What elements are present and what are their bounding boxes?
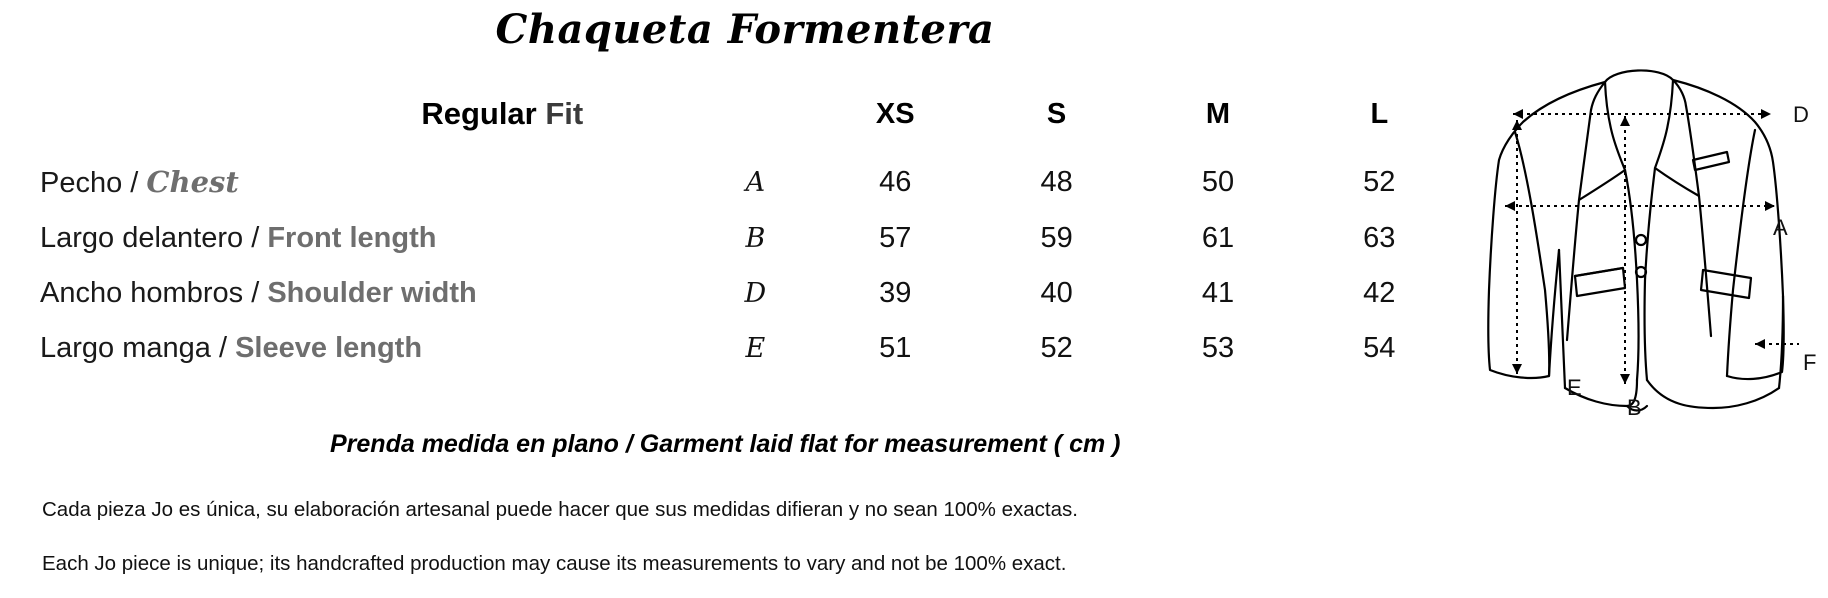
table-row bbox=[40, 266, 1460, 321]
page-title: Chaqueta Formentera bbox=[495, 6, 995, 53]
table-row bbox=[40, 154, 1460, 211]
row-label-shoulder-width bbox=[40, 266, 696, 321]
cell-shoulder-width-xs: 39 bbox=[879, 277, 912, 309]
row-label-es: Largo delantero bbox=[40, 222, 244, 254]
row-label-front-length bbox=[40, 211, 696, 266]
row-label-es: Ancho hombros bbox=[40, 277, 244, 309]
row-letter-sleeve-length: E bbox=[745, 333, 766, 364]
row-label-en: Sleeve length bbox=[235, 332, 423, 364]
fit-header-fit: Fit bbox=[545, 96, 584, 131]
size-header-xs: XS bbox=[875, 97, 915, 130]
size-header-l: L bbox=[1370, 97, 1389, 130]
table-row bbox=[40, 321, 1460, 376]
row-label-separator: / bbox=[251, 222, 260, 254]
fit-header-regular: Regular bbox=[421, 96, 537, 131]
table-header-row bbox=[40, 96, 1460, 154]
measurement-note: Prenda medida en plano / Garment laid flat for measurement ( cm ) bbox=[330, 430, 1121, 458]
diagram-label-d: D bbox=[1793, 102, 1809, 127]
size-table bbox=[40, 96, 1460, 376]
size-header-s: S bbox=[1046, 97, 1067, 130]
cell-shoulder-width-l: 42 bbox=[1363, 277, 1396, 309]
cell-shoulder-width-m: 41 bbox=[1201, 277, 1235, 309]
row-label-chest bbox=[40, 154, 696, 211]
row-label-separator: / bbox=[251, 277, 260, 309]
cell-shoulder-width-s: 40 bbox=[1040, 277, 1073, 309]
cell-front-length-xs: 57 bbox=[879, 222, 912, 254]
table-row bbox=[40, 211, 1460, 266]
diagram-label-b: B bbox=[1627, 395, 1642, 420]
table-header bbox=[40, 96, 1460, 154]
row-letter-shoulder-width: D bbox=[744, 278, 767, 309]
size-header-m: M bbox=[1205, 97, 1231, 130]
blazer-jacket-diagram bbox=[1455, 40, 1825, 460]
row-label-es: Pecho bbox=[40, 167, 123, 199]
fit-header bbox=[40, 96, 815, 154]
cell-chest-xs: 46 bbox=[879, 166, 912, 198]
row-letter-front-length: B bbox=[745, 223, 766, 254]
row-label-es: Largo manga bbox=[40, 332, 211, 364]
row-label-sleeve-length bbox=[40, 321, 696, 376]
cell-sleeve-length-l: 54 bbox=[1363, 332, 1396, 364]
row-label-en: Shoulder width bbox=[267, 277, 477, 309]
row-label-separator: / bbox=[218, 332, 228, 364]
row-label-separator: / bbox=[130, 167, 139, 199]
cell-sleeve-length-m: 53 bbox=[1201, 332, 1235, 364]
disclaimer-en: Each Jo piece is unique; its handcrafted production may cause its measurements to vary and not be 100% exact. bbox=[42, 552, 1067, 575]
measurement-arrowheads bbox=[1505, 109, 1775, 384]
row-label-en: Front length bbox=[267, 222, 437, 254]
row-letter-chest: A bbox=[745, 167, 766, 198]
cell-front-length-l: 63 bbox=[1363, 222, 1396, 254]
diagram-label-f: F bbox=[1803, 350, 1817, 375]
row-label-en: Chest bbox=[146, 165, 239, 199]
cell-sleeve-length-s: 52 bbox=[1040, 332, 1073, 364]
disclaimer-es: Cada pieza Jo es única, su elaboración artesanal puede hacer que sus medidas difieran y no sean 100% exactas. bbox=[42, 498, 1078, 521]
size-table-container bbox=[40, 96, 1460, 376]
cell-chest-m: 50 bbox=[1201, 166, 1235, 198]
table-body bbox=[40, 154, 1460, 376]
cell-sleeve-length-xs: 51 bbox=[879, 332, 912, 364]
diagram-label-a: A bbox=[1773, 215, 1788, 240]
diagram-label-e: E bbox=[1567, 375, 1582, 400]
cell-chest-s: 48 bbox=[1040, 166, 1073, 198]
cell-chest-l: 52 bbox=[1363, 166, 1396, 198]
cell-front-length-m: 61 bbox=[1201, 222, 1235, 254]
cell-front-length-s: 59 bbox=[1040, 222, 1073, 254]
